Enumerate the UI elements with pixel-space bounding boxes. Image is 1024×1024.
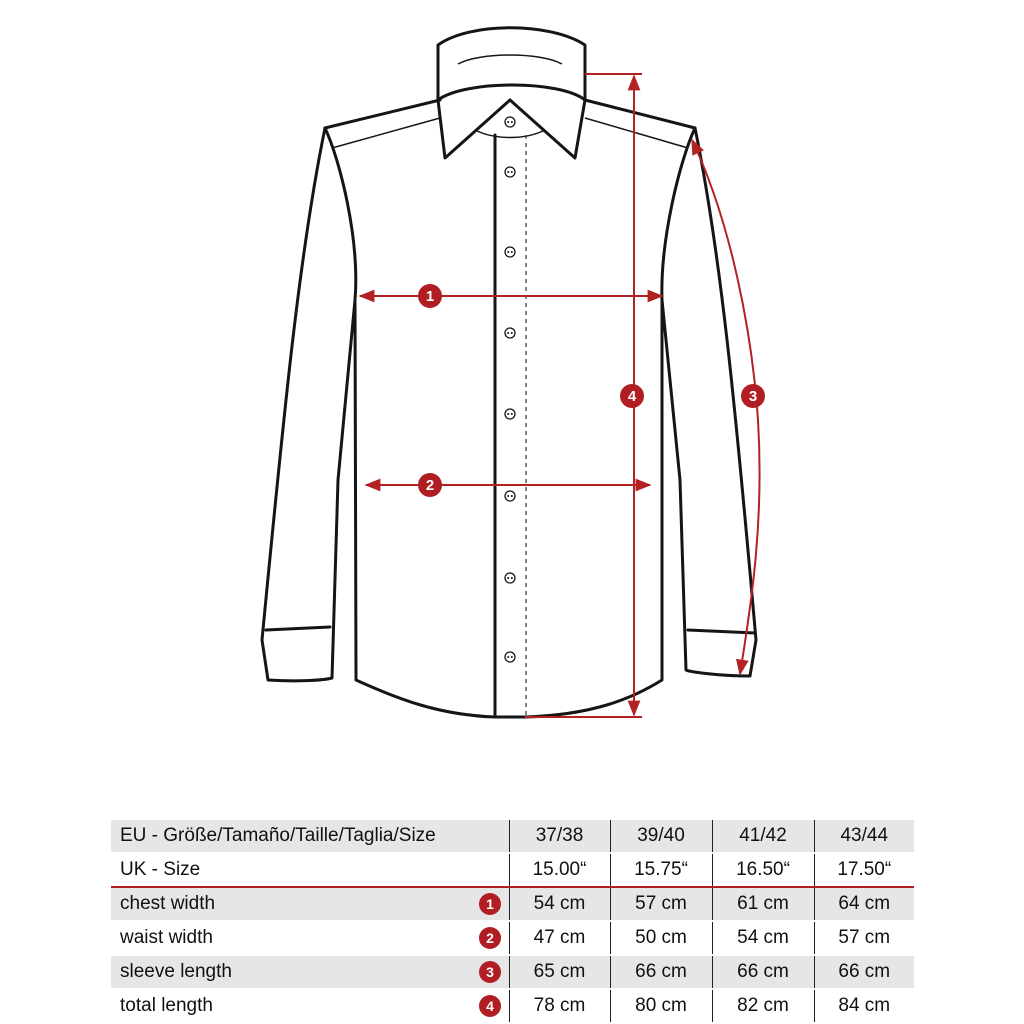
measure-cell: 57 cm <box>610 887 712 921</box>
button <box>505 491 515 501</box>
button <box>505 573 515 583</box>
button <box>505 247 515 257</box>
waist-width-row <box>111 921 914 955</box>
size-cell: 43/44 <box>814 820 914 853</box>
measure-cell: 47 cm <box>509 921 610 955</box>
row-label: total length <box>111 989 479 1023</box>
svg-text:3: 3 <box>748 388 758 405</box>
size-cell: 39/40 <box>610 820 712 853</box>
size-cell: 41/42 <box>712 820 814 853</box>
measure-cell: 82 cm <box>712 989 814 1023</box>
measure-cell: 66 cm <box>610 955 712 989</box>
total-length-row <box>111 989 914 1023</box>
eu-size-row <box>111 820 914 853</box>
svg-text:1: 1 <box>425 288 435 305</box>
shirt-illustration <box>262 28 756 717</box>
row-label: waist width <box>111 921 479 955</box>
neckline <box>475 130 545 138</box>
measure-cell: 66 cm <box>712 955 814 989</box>
eu-size-label: EU - Größe/Tamaño/Taille/Taglia/Size <box>111 820 509 853</box>
collar-right-point <box>510 100 585 158</box>
row-label: sleeve length <box>111 955 479 989</box>
measure-cell: 57 cm <box>814 921 914 955</box>
measurement-guides <box>360 74 765 717</box>
buttons <box>505 117 515 662</box>
armhole-left <box>325 128 356 300</box>
button <box>505 328 515 338</box>
measure-cell: 54 cm <box>712 921 814 955</box>
measure-cell: 61 cm <box>712 887 814 921</box>
measure-cell: 65 cm <box>509 955 610 989</box>
size-cell: 16.50“ <box>712 853 814 887</box>
row-label: chest width <box>111 887 479 921</box>
collar-band <box>438 28 585 100</box>
cuff-left <box>266 627 330 630</box>
row-marker-badge: 3 <box>479 961 501 983</box>
button <box>505 652 515 662</box>
uk-size-row <box>111 853 914 887</box>
marker-3 <box>741 384 765 408</box>
size-cell: 17.50“ <box>814 853 914 887</box>
chest-width-row <box>111 887 914 921</box>
measure-cell: 50 cm <box>610 921 712 955</box>
armhole-right <box>662 128 695 300</box>
measure-cell: 84 cm <box>814 989 914 1023</box>
marker-4 <box>620 384 644 408</box>
collar-left-point <box>438 100 510 158</box>
size-chart-table <box>111 820 914 1024</box>
marker-1 <box>418 284 442 308</box>
marker-2 <box>418 473 442 497</box>
uk-size-label: UK - Size <box>111 853 509 887</box>
button-collar <box>505 117 515 127</box>
measure-cell: 66 cm <box>814 955 914 989</box>
size-cell: 15.75“ <box>610 853 712 887</box>
size-cell: 37/38 <box>509 820 610 853</box>
measure-cell: 80 cm <box>610 989 712 1023</box>
row-marker-badge: 1 <box>479 893 501 915</box>
svg-text:4: 4 <box>627 388 637 405</box>
measure-cell: 54 cm <box>509 887 610 921</box>
shirt-right-body <box>525 100 756 717</box>
row-marker-badge: 4 <box>479 995 501 1017</box>
button <box>505 167 515 177</box>
svg-text:2: 2 <box>425 477 435 494</box>
measure-cell: 64 cm <box>814 887 914 921</box>
shirt-left-body <box>262 100 495 717</box>
measure-cell: 78 cm <box>509 989 610 1023</box>
collar-inner-curve <box>458 55 562 64</box>
button <box>505 409 515 419</box>
sleeve-length-row <box>111 955 914 989</box>
size-cell: 15.00“ <box>509 853 610 887</box>
row-marker-badge: 2 <box>479 927 501 949</box>
cuff-right <box>688 630 755 633</box>
